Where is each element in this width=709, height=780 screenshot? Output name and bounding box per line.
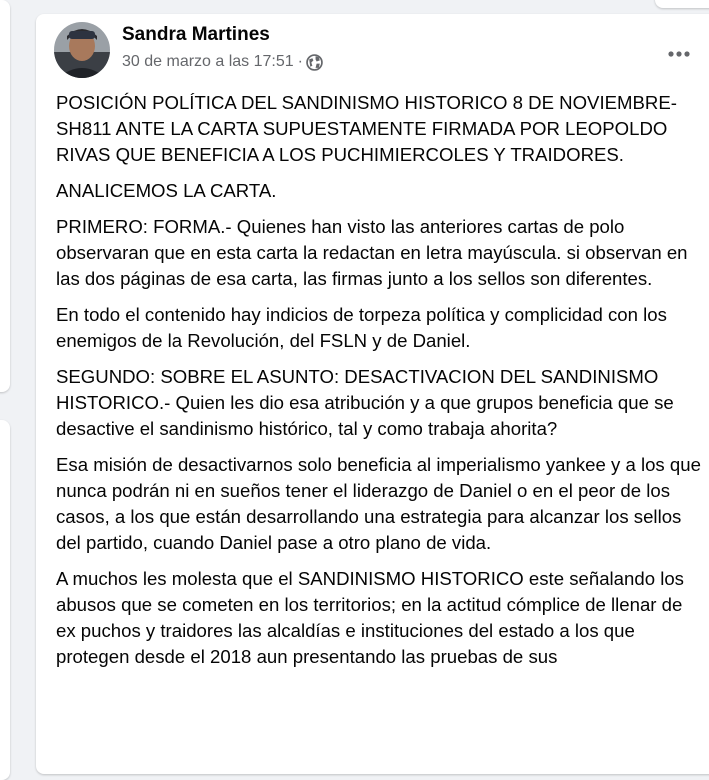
post-timestamp[interactable]: 30 de marzo a las 17:51 <box>122 53 294 70</box>
more-options-icon[interactable] <box>661 36 697 72</box>
post-paragraph-heading: POSICIÓN POLÍTICA DEL SANDINISMO HISTORICO 8 DE NOVIEMBRE-SH811 ANTE LA CARTA SUPUESTAMENTE FIRMADA POR LEOPOLDO RIVAS QUE BENEFICIA A LOS PUCHIMIERCOLES Y TRAIDORES. <box>56 92 677 165</box>
post-paragraph-abuses: A muchos les molesta que el SANDINISMO HISTORICO este señalando los abusos que se cometen en los territorios; en la actitud cómplice de llenar de ex puchos y traidores las alcaldías e instituciones del estado a los que protegen desde el 2018 aun presentando las pruebas de sus <box>56 568 684 667</box>
adjacent-card-bottom <box>0 420 10 780</box>
post-paragraph-mission: Esa misión de desactivarnos solo beneficia al imperialismo yankee y a los que nunca podrán ni en sueños tener el liderazgo de Daniel o en el peor de los casos, a los que están desarrollando una estrategia para alcanzar los sellos del partido, cuando Daniel pase a otro plano de vida. <box>56 454 701 553</box>
post-meta <box>122 53 323 71</box>
author-name[interactable]: Sandra Martines <box>122 24 270 45</box>
post-paragraph-first-point: PRIMERO: FORMA.- Quienes han visto las anteriores cartas de polo observaran que en esta carta la redactan en letra mayúscula. si observan en las dos páginas de esa carta, las firmas junto a los sellos son diferentes. <box>56 216 688 289</box>
post-header <box>54 22 709 78</box>
avatar[interactable] <box>54 22 110 78</box>
post-paragraph-second-point: SEGUNDO: SOBRE EL ASUNTO: DESACTIVACION DEL SANDINISMO HISTORICO.- Quien les dio esa atribución y a que grupos beneficia que se desactive el sandinismo histórico, tal y como trabaja ahorita? <box>56 366 674 439</box>
meta-separator: · <box>297 53 303 70</box>
post-paragraph-analyze: ANALICEMOS LA CARTA. <box>56 180 277 201</box>
post-card <box>36 14 709 774</box>
avatar-image <box>54 22 110 78</box>
adjacent-card-top-right <box>655 0 709 8</box>
adjacent-card-top <box>0 0 10 392</box>
post-paragraph-content: En todo el contenido hay indicios de torpeza política y complicidad con los enemigos de la Revolución, del FSLN y de Daniel. <box>56 304 667 351</box>
post-body <box>56 90 706 680</box>
globe-icon[interactable] <box>306 54 323 71</box>
